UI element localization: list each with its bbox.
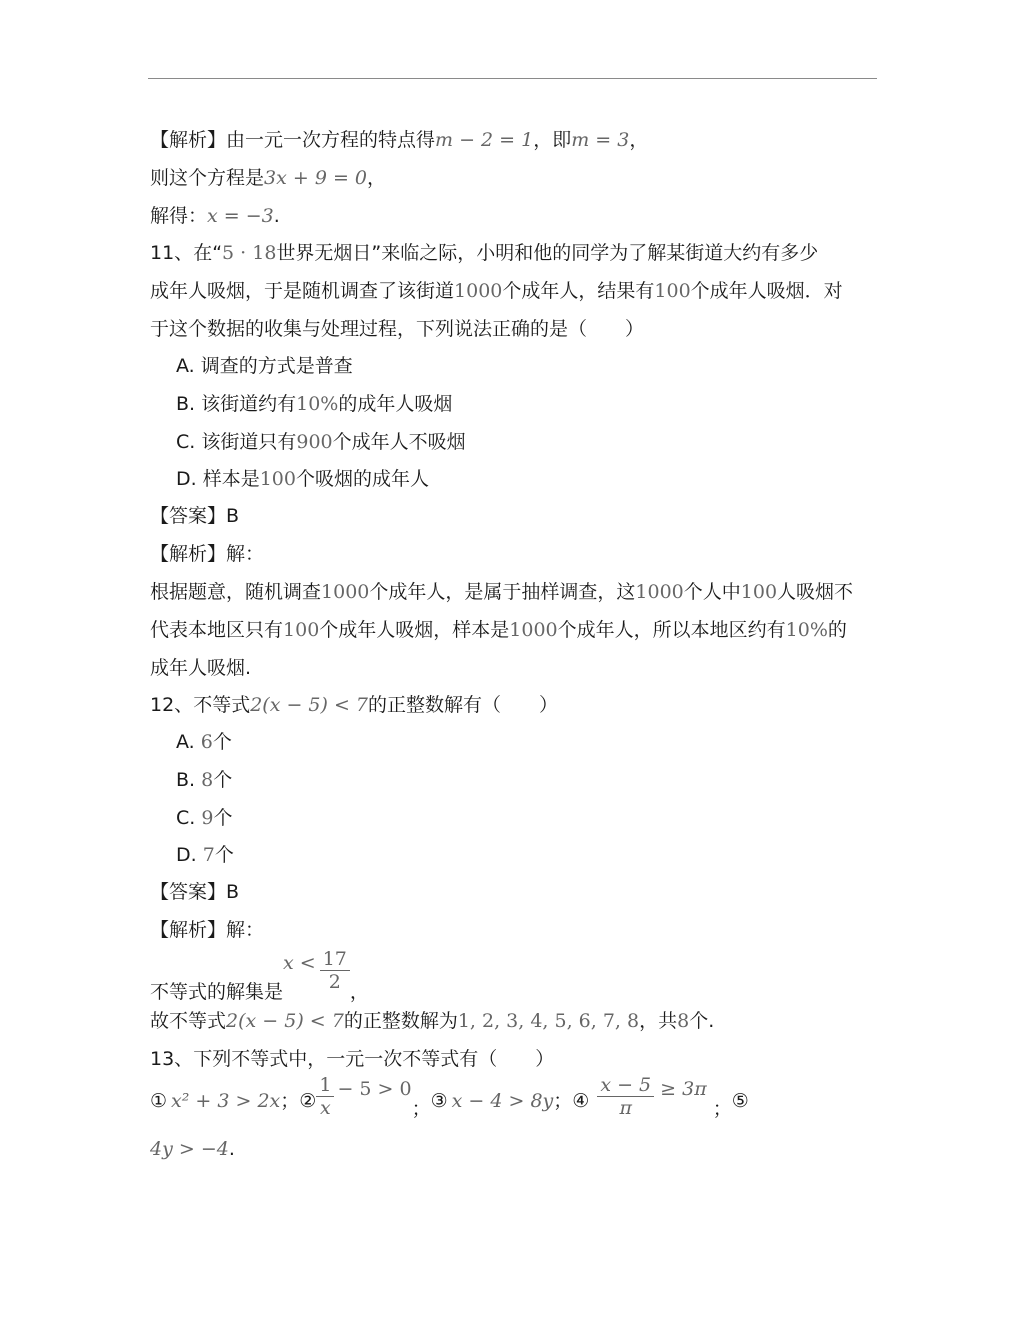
exp-math: 1000 <box>509 619 558 641</box>
exp-text: 的 <box>827 619 847 641</box>
option-text: D. 样本是 <box>176 468 260 490</box>
item-2-math: − 5 > 0 <box>337 1078 412 1100</box>
q12-stem <box>150 693 558 717</box>
option-text: B. 该街道约有 <box>176 393 297 415</box>
fraction-numerator: 17 <box>322 948 347 970</box>
option-letter: C. <box>176 807 202 829</box>
sol-text: 个. <box>689 1010 715 1032</box>
sol-text: ，共 <box>639 1010 678 1032</box>
q12-option-c[interactable] <box>176 806 232 830</box>
q12-text: 的正整数解有（ ） <box>368 694 559 716</box>
item-4-math: ≥ 3π <box>660 1078 707 1100</box>
option-math: 6 <box>200 731 213 753</box>
q12-text: 不等式 <box>193 694 251 716</box>
prev-punct: ， <box>629 129 649 151</box>
prev-analysis-line <box>150 128 648 152</box>
q13-stem <box>150 1047 554 1071</box>
q13-items-line <box>150 1074 749 1119</box>
prev-line2-text: 则这个方程是 <box>150 167 265 189</box>
sol-text: 故不等式 <box>150 1010 227 1032</box>
item-marker-4: ④ <box>572 1090 590 1112</box>
option-math: 10% <box>296 393 339 415</box>
item-marker-1: ① <box>150 1090 168 1112</box>
q11-math-date: 5 · 18 <box>222 242 277 264</box>
option-math: 900 <box>296 431 333 453</box>
prev-eq3: 3x + 9 = 0 <box>264 167 367 189</box>
q13-text: 下列不等式中，一元一次不等式有（ ） <box>193 1048 555 1070</box>
item-separator: ； <box>280 1090 300 1112</box>
item-5-math: 4y > −4 <box>150 1138 229 1160</box>
q11-analysis-heading: 【解析】解： <box>150 543 265 565</box>
sol-math: x < <box>283 952 316 974</box>
q12-analysis-heading: 【解析】解： <box>150 919 265 941</box>
q11-text: 在“ <box>193 242 223 264</box>
item-3-math: x − 4 > 8y <box>451 1090 554 1112</box>
q11-option-a[interactable]: A. 调查的方式是普查 <box>176 355 353 377</box>
item-separator: ； <box>411 1098 431 1120</box>
item-separator: ； <box>553 1090 573 1112</box>
sol-text: 不等式的解集是 <box>150 981 284 1003</box>
item-1-math: x² + 3 > 2x <box>171 1090 281 1112</box>
prev-line2-punct: ， <box>367 167 387 189</box>
fraction-numerator: x − 5 <box>600 1074 652 1096</box>
q12-solution-line2 <box>150 1009 714 1033</box>
q11-math: 1000 <box>454 280 503 302</box>
prev-solution-line <box>150 204 280 228</box>
fraction-denominator: 2 <box>320 970 350 993</box>
q11-answer: 【答案】B <box>150 505 240 527</box>
option-text: 的成年人吸烟 <box>338 393 453 415</box>
q11-text: 个成年人吸烟．对 <box>690 280 843 302</box>
prev-eq1: m − 2 = 1 <box>435 129 534 151</box>
exp-math: 100 <box>283 619 320 641</box>
sol-text: 的正整数解为 <box>343 1010 458 1032</box>
q11-stem-line1 <box>150 241 818 265</box>
q12-answer: 【答案】B <box>150 881 240 903</box>
q11-text: 世界无烟日”来临之际，小明和他的同学为了解某街道大约有多少 <box>276 242 819 264</box>
q13-number: 13、 <box>150 1048 194 1070</box>
prev-eq4: x = −3 <box>207 205 274 227</box>
prev-eq2: m = 3 <box>571 129 630 151</box>
option-letter: A. <box>176 731 201 753</box>
option-text: 个 <box>213 807 233 829</box>
option-text: 个 <box>214 844 234 866</box>
prev-analysis-text: 【解析】由一元一次方程的特点得 <box>150 129 436 151</box>
option-text: 个 <box>213 769 233 791</box>
fraction-numerator: 1 <box>319 1074 332 1096</box>
q12-number: 12、 <box>150 694 194 716</box>
q11-explanation-line3: 成年人吸烟. <box>150 657 252 679</box>
prev-mid-text: ，即 <box>533 129 572 151</box>
q11-text: 成年人吸烟，于是随机调查了该街道 <box>150 280 455 302</box>
q12-option-a[interactable] <box>176 730 232 754</box>
sol-integer-list: 1, 2, 3, 4, 5, 6, 7, 8 <box>457 1010 640 1032</box>
sol-punct: ， <box>349 981 369 1003</box>
item-separator: ； <box>712 1098 732 1120</box>
q11-number: 11、 <box>150 242 194 264</box>
exp-text: 个人中 <box>683 581 741 603</box>
prev-equation-line <box>150 166 386 190</box>
exp-text: 个成年人，所以本地区约有 <box>557 619 786 641</box>
option-math: 9 <box>201 807 214 829</box>
option-letter: D. <box>176 844 203 866</box>
q12-solution-line1 <box>150 948 369 1003</box>
q11-option-d[interactable] <box>176 467 429 491</box>
q12-option-b[interactable] <box>176 768 232 792</box>
sol-math: 2(x − 5) < 7 <box>226 1010 344 1032</box>
header-rule <box>148 78 877 79</box>
q11-text: 个成年人，结果有 <box>502 280 655 302</box>
q11-math: 100 <box>654 280 691 302</box>
exp-text: 个成年人，是属于抽样调查，这 <box>369 581 636 603</box>
exp-text: 根据题意，随机调查 <box>150 581 322 603</box>
q11-explanation-line1 <box>150 580 853 604</box>
q11-explanation-line2 <box>150 618 847 642</box>
prev-line3-punct: . <box>273 205 280 227</box>
option-text: 个 <box>212 731 232 753</box>
q12-option-d[interactable] <box>176 843 234 867</box>
item-marker-5: ⑤ <box>731 1090 749 1112</box>
q12-math: 2(x − 5) < 7 <box>250 694 369 716</box>
option-text: C. 该街道只有 <box>176 431 297 453</box>
exp-text: 代表本地区只有 <box>150 619 284 641</box>
exp-text: 人吸烟不 <box>777 581 854 603</box>
fraction-denominator: π <box>597 1096 654 1119</box>
exp-math: 10% <box>785 619 828 641</box>
q11-option-c[interactable] <box>176 430 466 454</box>
q11-stem-line2 <box>150 279 843 303</box>
option-text: 个成年人不吸烟 <box>332 431 466 453</box>
exp-math: 1000 <box>635 581 684 603</box>
exp-math: 100 <box>740 581 778 603</box>
q13-item5-line <box>150 1137 235 1161</box>
exp-math: 1000 <box>321 581 370 603</box>
option-math: 8 <box>201 769 214 791</box>
option-math: 7 <box>202 844 215 866</box>
option-letter: B. <box>176 769 202 791</box>
fraction-17-over-2 <box>320 948 350 993</box>
fraction-denominator: x <box>316 1096 334 1119</box>
sol-math: 8 <box>677 1010 690 1032</box>
item-end-punct: . <box>228 1138 235 1160</box>
item-marker-2: ② <box>299 1090 317 1112</box>
option-text: 个吸烟的成年人 <box>295 468 429 490</box>
fraction-x-minus-5-over-pi <box>597 1074 654 1119</box>
fraction-1-over-x <box>316 1074 334 1119</box>
prev-line3-text: 解得： <box>150 205 208 227</box>
item-marker-3: ③ <box>430 1090 448 1112</box>
q11-stem-line3: 于这个数据的收集与处理过程，下列说法正确的是（ ） <box>150 318 645 340</box>
exp-text: 个成年人吸烟，样本是 <box>319 619 510 641</box>
q11-option-b[interactable] <box>176 392 452 416</box>
option-math: 100 <box>259 468 296 490</box>
